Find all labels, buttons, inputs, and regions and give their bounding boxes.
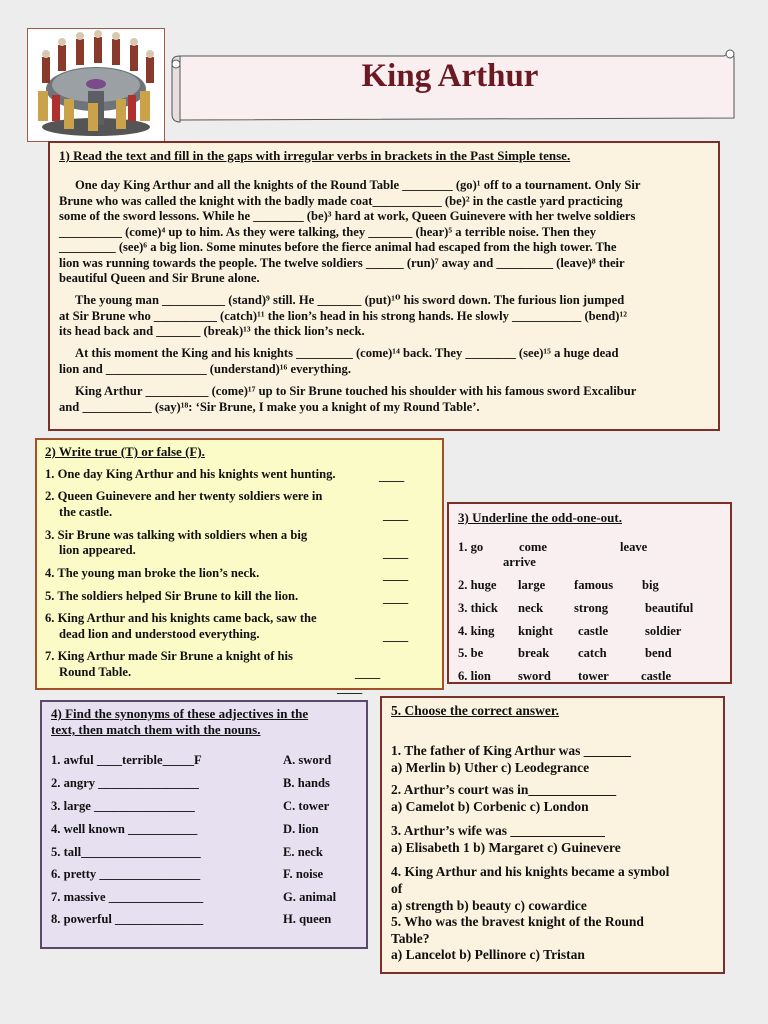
answer-blank-extra[interactable]: ____ — [337, 681, 363, 695]
noun-item: E. neck — [283, 845, 323, 859]
odd-word-option[interactable]: castle — [641, 669, 672, 683]
noun-item: F. noise — [283, 867, 324, 881]
round-table-picture — [27, 28, 165, 142]
noun-item: D. lion — [283, 822, 319, 836]
section-synonyms — [40, 700, 368, 949]
word-row-item: 3. thick — [458, 601, 498, 615]
question-line: 4. King Arthur and his knights became a symbol — [391, 864, 670, 879]
question-line: 3. Arthur’s wife was ______________ — [391, 823, 605, 838]
text-line: At this moment the King and his knights _________ (come)¹⁴ back. They ________ (see)¹⁵ a huge dead — [75, 346, 619, 360]
list-item: 5. The soldiers helped Sir Brune to kill the lion. — [45, 589, 299, 603]
text-line: its head back and _______ (break)¹³ the thick lion’s neck. — [59, 324, 365, 338]
answer-blank[interactable]: ____ — [383, 568, 409, 582]
question-line: 1. The father of King Arthur was _______ — [391, 743, 632, 758]
odd-word-option[interactable]: sword — [518, 669, 551, 683]
list-item-continued: lion appeared. — [59, 543, 136, 557]
section-1-heading: 1) Read the text and fill in the gaps with irregular verbs in brackets in the Past Simple tense. — [59, 148, 571, 163]
text-line: at Sir Brune who __________ (catch)¹¹ the lion’s head in his strong hands. He slowly ___________ (bend)¹² — [59, 308, 628, 323]
noun-item: C. tower — [283, 799, 330, 813]
list-item: 3. Sir Brune was talking with soldiers when a big — [45, 528, 308, 542]
text-line: The young man __________ (stand)⁹ still. He _______ (put)¹⁰ his sword down. The furious lion jumped — [75, 293, 625, 307]
section-true-false — [35, 438, 444, 690]
section-reading-text — [48, 141, 720, 431]
paragraph-3 — [59, 346, 714, 377]
text-line: King Arthur __________ (come)¹⁷ up to Sir Brune touched his shoulder with his famous sword Excalibur — [75, 384, 637, 398]
text-line: some of the sword lessons. While he ________ (be)³ hard at work, Queen Guinevere with her twelve soldiers — [59, 209, 636, 223]
question-line: 2. Arthur’s court was in_____________ — [391, 782, 617, 797]
text-line: beautiful Queen and Sir Brune alone. — [59, 271, 260, 285]
word-row-item: 4. king — [458, 624, 495, 638]
word-row-item: 2. huge — [458, 578, 497, 592]
section-4-heading — [51, 706, 308, 738]
section-odd-one-out — [447, 502, 732, 684]
list-item: 6. King Arthur and his knights came back, saw the — [45, 611, 317, 625]
odd-word-option[interactable]: castle — [578, 624, 609, 638]
answer-options[interactable]: a) strength b) beauty c) cowardice — [391, 898, 587, 913]
list-item: 1. One day King Arthur and his knights went hunting. — [45, 467, 336, 481]
odd-word-option[interactable]: bend — [645, 646, 672, 660]
paragraph-1 — [59, 178, 714, 287]
answer-blank[interactable]: ____ — [383, 629, 409, 643]
odd-word-option[interactable]: soldier — [645, 624, 682, 638]
odd-word-option[interactable]: come — [519, 540, 547, 554]
section-2-heading: 2) Write true (T) or false (F). — [45, 444, 205, 459]
section-3-heading: 3) Underline the odd-one-out. — [458, 510, 622, 525]
answer-options[interactable]: a) Elisabeth 1 b) Margaret c) Guinevere — [391, 840, 621, 855]
adjective-item: 3. large ________________ — [51, 799, 195, 813]
odd-word-option[interactable]: arrive — [503, 555, 536, 569]
list-item-continued: dead lion and understood everything. — [59, 627, 260, 641]
answer-blank[interactable]: ____ — [383, 508, 409, 522]
odd-word-option[interactable]: break — [518, 646, 550, 660]
question-line: 5. Who was the bravest knight of the Round — [391, 914, 644, 929]
answer-blank[interactable]: ____ — [383, 546, 409, 560]
adjective-item: 1. awful ____terrible_____F — [51, 753, 202, 767]
noun-item: A. sword — [283, 753, 332, 767]
heading-line: text, then match them with the nouns. — [51, 722, 261, 737]
question-line-continued: of — [391, 881, 403, 896]
adjective-item: 2. angry ________________ — [51, 776, 199, 790]
noun-item: B. hands — [283, 776, 330, 790]
word-row-item: 6. lion — [458, 669, 491, 683]
answer-options[interactable]: a) Lancelot b) Pellinore c) Tristan — [391, 947, 585, 962]
odd-word-option[interactable]: strong — [574, 601, 609, 615]
adjective-item: 6. pretty ________________ — [51, 867, 201, 881]
odd-word-option[interactable]: big — [642, 578, 659, 592]
paragraph-4 — [59, 384, 714, 415]
odd-word-option[interactable]: famous — [574, 578, 614, 592]
noun-item: G. animal — [283, 890, 337, 904]
paragraph-2 — [59, 293, 714, 340]
list-item: 4. The young man broke the lion’s neck. — [45, 566, 260, 580]
list-item: 7. King Arthur made Sir Brune a knight of his — [45, 649, 293, 663]
word-row-item: 1. go — [458, 540, 484, 554]
section-5-heading: 5. Choose the correct answer. — [391, 703, 559, 718]
answer-blank[interactable]: ____ — [379, 469, 405, 483]
odd-word-option[interactable]: neck — [518, 601, 544, 615]
text-line: _________ (see)⁶ a big lion. Some minutes before the fierce animal had escaped from the high tower. The — [59, 240, 617, 254]
odd-word-option[interactable]: beautiful — [645, 601, 694, 615]
page-title: King Arthur — [361, 58, 539, 94]
answer-options[interactable]: a) Camelot b) Corbenic c) London — [391, 799, 589, 814]
answer-blank[interactable]: ____ — [383, 591, 409, 605]
adjective-item: 4. well known ___________ — [51, 822, 198, 836]
question-line-continued: Table? — [391, 931, 430, 946]
list-item: 2. Queen Guinevere and her twenty soldiers were in — [45, 489, 323, 503]
text-line: lion was running towards the people. The twelve soldiers ______ (run)⁷ away and _________ (leave)⁸ their — [59, 255, 625, 270]
adjective-item: 5. tall___________________ — [51, 845, 201, 859]
answer-options[interactable]: a) Merlin b) Uther c) Leodegrance — [391, 760, 590, 775]
heading-line: 4) Find the synonyms of these adjectives in the — [51, 706, 309, 721]
adjective-item: 7. massive _______________ — [51, 890, 204, 904]
odd-word-option[interactable]: catch — [578, 646, 607, 660]
text-line: Brune who was called the knight with the badly made coat___________ (be)² in the castle yard practicing — [59, 193, 623, 208]
adjective-item: 8. powerful ______________ — [51, 912, 204, 926]
odd-word-option[interactable]: knight — [518, 624, 554, 638]
list-item-continued: Round Table. — [59, 665, 132, 679]
odd-word-option[interactable]: leave — [620, 540, 648, 554]
text-line: __________ (come)⁴ up to him. As they were talking, they _______ (hear)⁵ a terrible noise. Then they — [59, 224, 597, 239]
noun-item: H. queen — [283, 912, 332, 926]
odd-word-option[interactable]: tower — [578, 669, 609, 683]
answer-blank[interactable]: ____ — [355, 666, 381, 680]
text-line: One day King Arthur and all the knights of the Round Table ________ (go)¹ off to a tournament. Only Sir — [75, 178, 641, 192]
list-item-continued: the castle. — [59, 505, 113, 519]
section-multiple-choice — [380, 696, 725, 974]
text-line: and ___________ (say)¹⁸: ‘Sir Brune, I make you a knight of my Round Table’. — [59, 399, 480, 414]
odd-word-option[interactable]: large — [518, 578, 546, 592]
text-line: lion and ________________ (understand)¹⁶ everything. — [59, 361, 351, 376]
word-row-item: 5. be — [458, 646, 484, 660]
